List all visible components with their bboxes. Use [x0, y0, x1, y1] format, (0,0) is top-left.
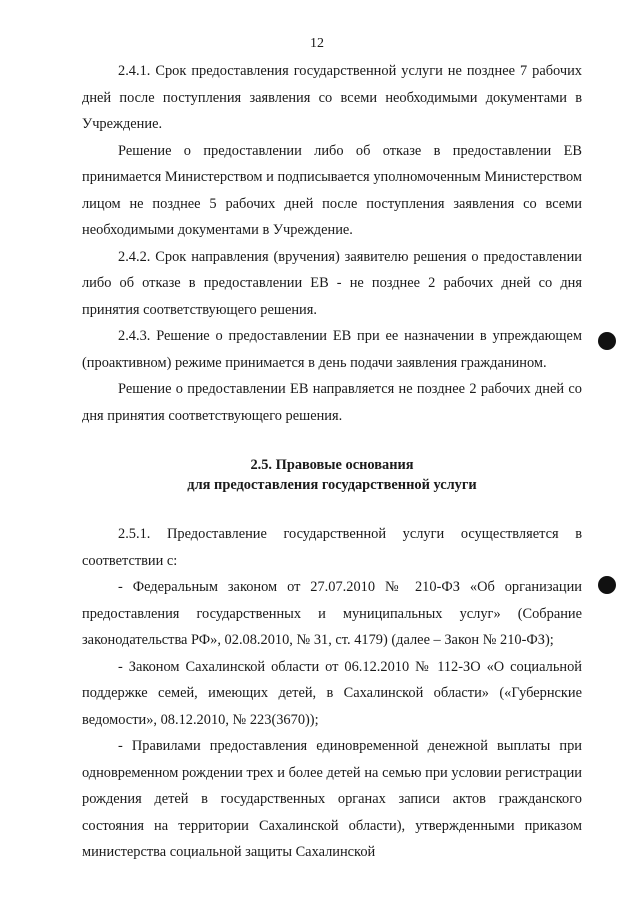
punch-hole-mark	[598, 576, 616, 594]
punch-hole-mark	[598, 332, 616, 350]
paragraph-decision: Решение о предоставлении либо об отказе в предоставлении ЕВ принимается Министерством и подписывается уполномоченным Министерством лицом не позднее 5 рабочих дней после поступления заявления со всеми необходимыми документами в Учреждение.	[82, 142, 582, 238]
section-heading-line-2: для предоставления государственной услуги	[187, 477, 477, 493]
paragraph-2-4-3: 2.4.3. Решение о предоставлении ЕВ при ее назначении в упреждающем (проактивном) режиме принимается в день подачи заявления гражданином.	[82, 328, 582, 371]
paragraph-regional-law: - Законом Сахалинской области от 06.12.2010 № 112-ЗО «О социальной поддержке семей, имеющих детей, в Сахалинской области» («Губернские ведомости», 08.12.2010, № 223(3670));	[82, 658, 582, 728]
section-heading-line-1: 2.5. Правовые основания	[250, 457, 414, 473]
paragraph-2-5-1: 2.5.1. Предоставление государственной услуги осуществляется в соответствии с:	[82, 526, 582, 569]
page-number: 12	[310, 36, 324, 51]
paragraph-payment-rules: - Правилами предоставления единовременной денежной выплаты при одновременном рождении трех и более детей на семью при условии регистрации рождения детей в государственных органах записи актов гражданского состояния на территории Сахалинской области), утвержденными приказом министерства социальной защиты Сахалинской	[82, 738, 582, 860]
paragraph-2-4-1: 2.4.1. Срок предоставления государственной услуги не позднее 7 рабочих дней после поступления заявления со всеми необходимыми документами в Учреждение.	[82, 63, 582, 132]
paragraph-federal-law: - Федеральным законом от 27.07.2010 № 210-ФЗ «Об организации предоставления государственных и муниципальных услуг» (Собрание законодательства РФ», 02.08.2010, № 31, ст. 4179) (далее – Закон № 210-ФЗ);	[82, 579, 582, 648]
paragraph-decision-sent: Решение о предоставлении ЕВ направляется не позднее 2 рабочих дней со дня принятия соответствующего решения.	[82, 381, 582, 424]
section-heading-2-5	[82, 455, 582, 495]
paragraph-2-4-2: 2.4.2. Срок направления (вручения) заявителю решения о предоставлении либо об отказе в предоставлении ЕВ - не позднее 2 рабочих дней со дня принятия соответствующего решения.	[82, 248, 582, 318]
document-body	[82, 58, 582, 866]
